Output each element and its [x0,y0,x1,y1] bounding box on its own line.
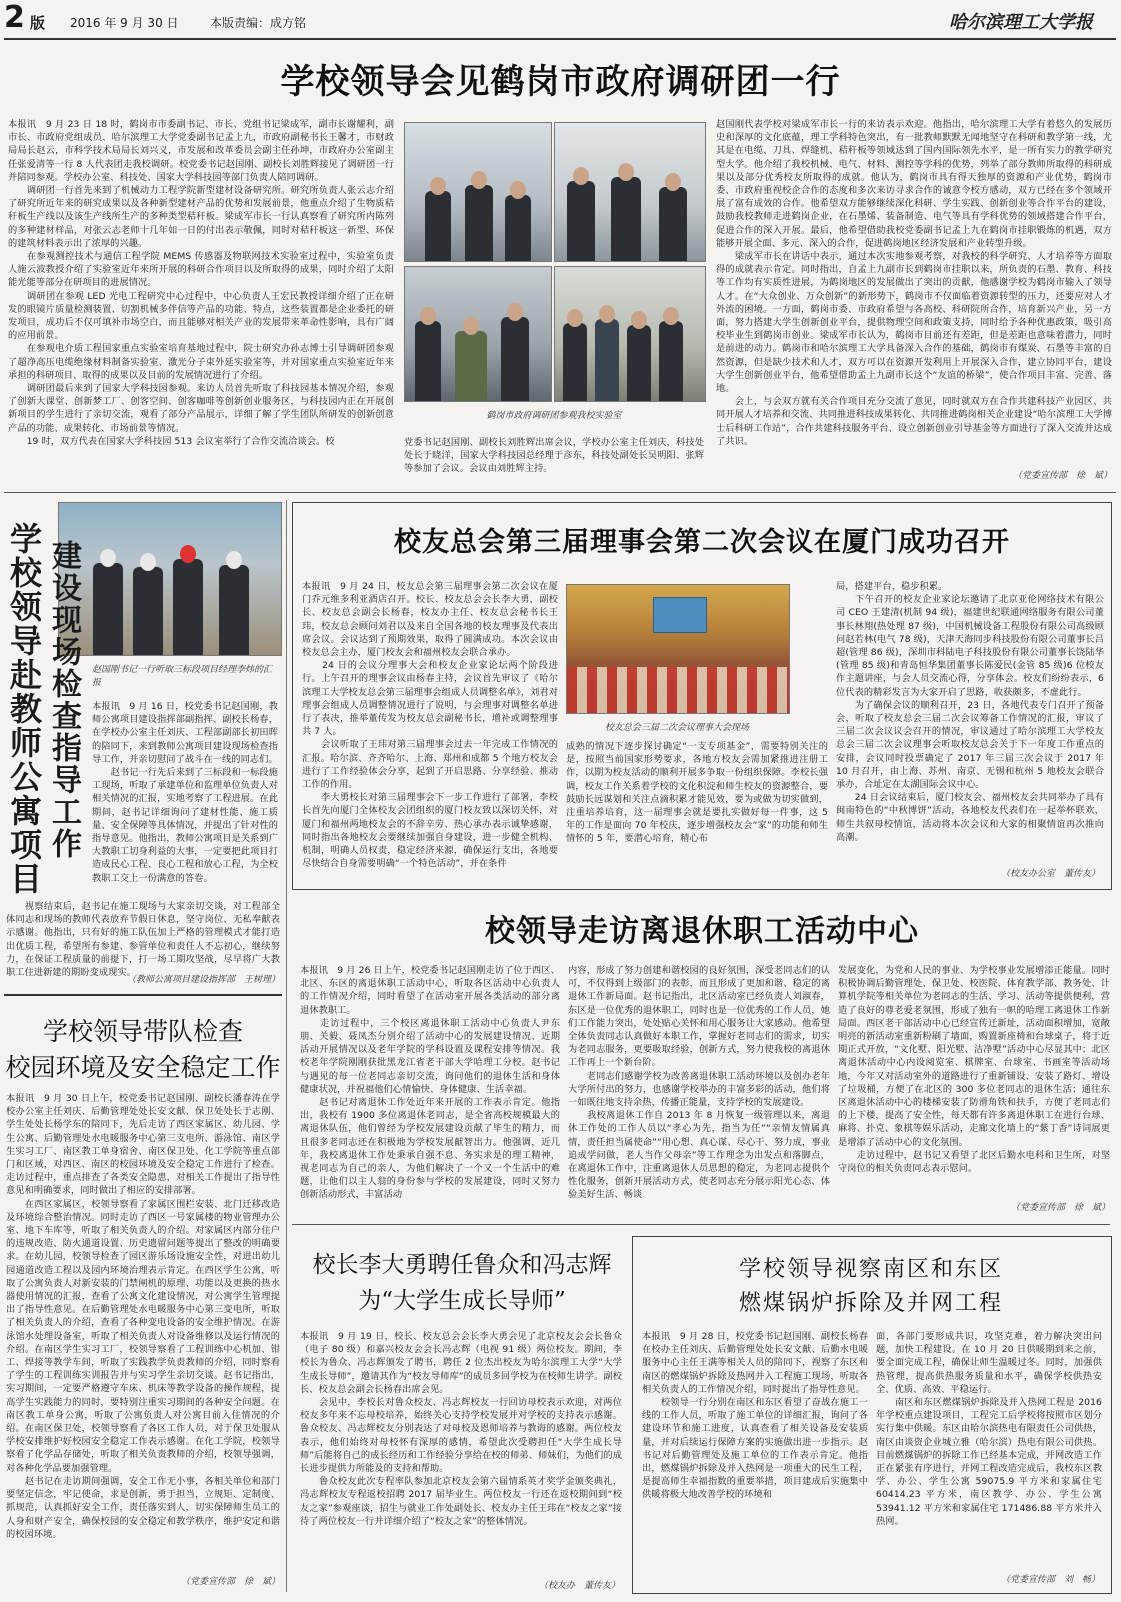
article-title-line1: 校长李大勇聘任鲁众和冯志辉 [312,1252,612,1278]
article-body-bottom: 视察结束后，赵书记在施工现场与大家亲切交谈，对工程部全体同志和现场的教师代表放弃节假日休息，坚守岗位、无私奉献表示感谢。他指出，只有好的施工队伍加上严格的管理模式才能打造出优质工程，希望所有参建、参管单位和责任人不忘初心，继续努力，在保证工程质量的前提下，打一场工期攻坚战，尽早将广大教职工住进新建的期盼变成现实。 [6,901,280,979]
vertical-title-left: 学校领导赴教师公寓项目 [5,522,43,896]
article-body-col1: 本报讯 9 月 24 日，校友总会第三届理事会第二次会议在厦门乔元维多利亚酒店召开。校长、校友总会会长李大勇，副校长、校友总会副会长杨春，校友办主任、校友总会秘书长王玮，校友总会顾问刘君以及来自全国各地的校友理事及代表出席会议。会议达到了预期效果，取得了圆满成功。本次会议由校友总会主办，厦门校友会和福州校友会联合承办。 24 日的会议分理事大会和校友企业家论坛两个阶段进行。上午召开的理事会议由杨春主持，会议首先审议了《哈尔滨理工大学校友总会第三届理事会组成人员调整名单》，刘君对理事会组成人员调整情况进行了说明，与会理事对调整名单进行了表决，推举董传发为校友总会副秘书长，增补或调整理事共 7 人。 会议听取了王玮对第三届理事会过去一年完成工作情况的汇报。哈尔滨、齐齐哈尔、上海、郑州和成都 5 个地方校友会进行了工作经验体会分享，起到了开启思路、分享经验、推动工作的作用。 李大勇校长对第三届理事会下一步工作进行了部署，李校长首先向厦门全体校友会团组织的厦门校友致以深切关怀，对厦门和福州两地校友会的不辞辛劳、热心承办表示诚挚感谢，同时指出各地校友会要继续加强自身建设，进一步健全机构、机制，明确人员权责，稳定经济来源，确保运行支出，各地要尽快结合自身需要明确“一个特色活动”，并在条件 [302,581,558,870]
page-editor: 本版责编：成方铭 [210,16,307,30]
article-body-col1: 本报讯 9 月 23 日 18 时，鹤岗市市委副书记、市长、党组书记梁成军，副市长谢耀利，副市长、市政府党组成员、哈尔滨理工大学党委副书记孟上九，市政府副秘书长王馨才，市财政局局长赵云，市科学技术局局长刘兴义，市发展和改革委员会副主任孙坤，市政府办公室副主任张爱清等一行 8 人代表团走我校调研。校党委书记赵国刚、副校长刘胜辉接见了调研团一行并陪同参观。学校办公室、科技处、国家大学科技园等部门负责人陪同调研。 调研团一行首先来到了机械动力工程学院新型建材设备研究所。研究所负责人张云志介绍了研究所近年来的研究成果以及各种新型建材产品的优势和发展前景，他重点介绍了生物质秸秆板生产线以及该生产线所生产的多种类型秸秆板。梁成军市长一行认真察看了研究所内陈列的多种建材样品，对张云志老师十几年如一日的付出表示敬佩，同时对秸秆板这一新型、环保的建筑材料表示出了浓厚的兴趣。 在参观测控技术与通信工程学院 MEMS 传感器及物联网技术实验室过程中，实验室负责人施云波教授介绍了实验室近年来所开展的科研合作项目以及所取得的成果，同时介绍了太阳能光能等部分在研项目的进展情况。 调研团在参观 LED 光电工程研究中心过程中，中心负责人王宏民教授详细介绍了正在研发的眼镜片质量检测装置、切割机械多伴信等产品的功能、特点，这些装置都是企业委托的研发项目，成功后不仅可填补市场空白，而且能够对相关产业的发展带来革命性影响，具有广阔的应用前景。 在参观电介质工程国家重点实验室培育基地过程中，院士研究办孙志博士引导调研团参观了超净高压电缆绝缘材料制备实验室、激光分子束外延实验室等，并对国家重点实验室近年来承担的科研项目、取得的成果以及目前的发展情况进行了介绍。 调研团最后来到了国家大学科技园参观。来访人员首先听取了科技园基本情况介绍，参观了创新大课堂、创新梦工厂、创客空间、创客咖啡等创新创业服务区，与科技园内正在开展创新项目的学生进行了亲切交流，观看了部分产品展示，详细了解了学生团队所研发的创新创意产品的功能、成果转化、市场前景等情况。 19 时，双方代表在国家大学科技园 513 会议室举行了合作交流洽谈会。校 [8,119,394,447]
column-divider [286,500,287,1592]
masthead-rule [4,38,1116,40]
photo-lab-visit-1 [404,122,552,262]
article-title-line2: 校园环境及安全稳定工作 [5,1053,281,1082]
photo-caption: 校友总会三届二次会议理事大会现场 [604,723,749,733]
article-signoff: （党委宣传部 徐 斌） [180,1577,280,1587]
article-signoff: （党委宣传部 刘 畅） [1000,1575,1100,1585]
issue-date: 2016 年 9 月 30 日 [70,16,179,30]
photo-caption: 鹤岗市政府调研团参观我校实验室 [486,411,622,421]
article-title-line1: 学校领导带队检查 [42,1017,243,1046]
article-body-col3: 发展变化，为党和人民的事业、为学校事业发展增添正能量。同时积极协调后勤管理处、保卫处、校医院、体育教学部、教务处、计算机学院等相关单位为老同志的生活、学习、活动等提供便利，营造了良好的尊老爱老氛围，形成了独有一帜的哈理工离退休工作新局面。西区老干部活动中心已经宣传迁新址，活动面积增加，宽敞明亮的新活动室重新粉刷了墙面，购置新座椅和台球桌子，将于近期正式开放，“文化墅、阳光墅、洁净墅”活动中心尽显其中；北区离退休活动中心内设阅览室、棋牌室、台球室、书画室等活动场地，今年又对活动室外的道路进行了重新铺设、安装了路灯、增设了垃圾桶，方便了在北区的 300 多位老同志的退休生活；通往东区离退休活动中心的楼梯安装了防滑角铁和扶手，方便了老同志们的上下楼，提高了安全性，每天都有许多离退休职工在进行台球、麻将、扑克、象棋等娱乐活动，走廊文化墙上的“紫丁香”诗词展更是增添了活动中心的文化氛围。 走访过程中，赵书记又看望了北区后勤水电科和卫生所，对坚守岗位的相关负责同志表示慰问。 [838,965,1110,1175]
photo-alumni-meeting [566,584,790,714]
page-unit: 版 [30,14,46,32]
photo-lab-visit-2 [554,122,706,262]
article-title: 学校领导会见鹤岗市政府调研团一行 [280,62,841,102]
article-title-line2: 燃煤锅炉拆除及并网工程 [738,1291,1003,1316]
article-body: 本报讯 9 月 19 日，校长、校友总会会长李大勇会见了北京校友会会长鲁众（电子 80 级）和嘉兴校友会会长冯志辉（电视 91 级）两位校友。期间，李校长为鲁众、冯志辉颁发了聘书，聘任 2 位杰出校友为哈尔滨理工大学“大学生成长导师”，邀请其作为“校友导师库”的成员多回学校为在校师生讲学。副校长、校友总会副会长杨春出席会见。 会见中，李校长对鲁众校友、冯志辉校友一行回访母校表示欢迎，对两位校友多年来不忘母校培养，始终关心支持学校发展并对学校的支持表示感谢。鲁众校友、冯志辉校友分别表达了对母校及恩师培养与教诲的感谢。两位校友表示，他们始终对母校怀有深厚的感情，希望此次受聘担任“大学生成长导师”后能将自己的成长经历和工作经验分享给在校的师弟、师妹们，为他们的成长进步提供力所能及的支持和帮助。 鲁众校友此次专程率队参加北京校友会第六届情系英才奖学金颁奖典礼，冯志辉校友专程返校招聘 2017 届毕业生。两位校友一行还在返校期间到“校友之家”参观座谈，招生与就业工作处副处长、校友办主任王玮在“校友之家”接待了两位校友一行并详细介绍了“校友之家”的整体情况。 [300,1331,622,1527]
article-body-col2: 面，各部门要形成共识，攻坚克难，着力解决突出问题，加快工程建设。在 10 月 20 日供暖期到来之前，要全面完成工程，确保让师生温暖过冬。同时，加强供热管理，提高供热服务质量和水平，确保学校供热安全、优质、高效、平稳运行。 南区和东区燃煤锅炉拆除及并入热网工程是 2016 年学校重点建设项目，工程完工后学校将按照市区划分实行集中供暖。东区由哈尔滨热电有限责任公司供热，南区由谈资企业城立雅（哈尔滨）热电有限公司供热。目前燃煤锅炉的拆除工作已经基本完成，并网改造工作正在紧张有序进行，并网工程改造完成后，我校东区教学、办公、学生公寓 59075.9 平方米和家属住宅 60414.23 平方米，南区教学、办公、学生公寓 53941.12 平方米和家属住宅 171486.88 平方米并入热网。 [876,1331,1102,1527]
article-signoff: （校友办 董传友） [538,1581,620,1591]
article-signoff: （校友办公室 董传友） [1000,869,1100,879]
article-body-col2: 成熟的情况下逐步探讨确定“一支专项基金”，需要特别关注的是，按照当前国家形势要求，各地方校友会需加紧推进注册工作，以期为校友活动的顺利开展多争取一份组织保障。李校长强调，校友工作关系着学校的文化积淀和师生校友的资源整合，要鼓励长远谋划和关注点滴积累才能见效，要为或做为切实做到，注重培养培育，这一届理事会就是要扎实做好每一件事，这 5 年的工作是面向 70 年校庆，逐步增强校友会“家”的功能和师生情怀的 5 年，要潜心培育，精心布 [566,741,832,845]
photo-lab-visit-4 [554,266,706,402]
article-body-col2: 党委书记赵国刚、副校长刘胜辉出席会议，学校办公室主任刘庆，科技处处长于晓洋，国家大学科技园总经理于彦东，科技处副处长吴明阳、张辉等参加了会议。会议由刘胜辉主持。 [404,437,704,475]
article-body-col1: 本报讯 9 月 28 日，校党委书记赵国刚、副校长杨春在校办主任刘庆、后勤管理处处长安文献、后勤水电暖服务中心主任王满等相关人员的陪同下，视察了东区和南区的燃煤锅炉拆除及热网并入工程施工现场，听取各相关负责人的工作情况介绍，同时提出了指导性意见。 校领导一行分别在南区和东区看望了奋战在施工一线的工作人员，听取了施工单位的详细汇报，询问了各建设环节和施工进度，认真查看了相关设备及安装质量，并对后续运行保障方案的实施做出进一步指示。赵书记对后勤管理处及施工单位的工作表示肯定。他指出，燃煤锅炉拆除及并入热网是一项重大的民生工程，是提高师生幸福指数的重要举措，项目建成后实施集中供暖将极大地改善学校的环境和 [642,1331,868,1501]
article-signoff: （党委宣传部 徐 斌） [1010,1203,1110,1213]
photo-caption: 赵国刚书记一行听取三标段项目经理李炜的汇报 [92,665,273,688]
article-title: 校领导走访离退休职工活动中心 [485,914,919,949]
article-body-col3: 赵国刚代表学校对梁成军市长一行的来访表示欢迎。他指出，哈尔滨理工大学有着悠久的发展历史和深厚的文化底蕴，理工学科特色突出，有一批教师默默无闻地坚守在科研和教学第一线，尤其是在电缆、刀具、焊缝机、秸秆板等领域达到了国内国际领先水平，是一所有实力的教学研究型大学。他介绍了我校机械、电气、材料、测控等学科的优势，列举了部分教师所取得的科研成果以及部分优秀校友所取得的成就。他认为，鹤岗市具有得天独厚的资源和产业优势，鹤岗市委、市政府重视校企合作的态度和多次来访寻求合作的诚意令校方感动，双方已经在多个领域开展了富有成效的合作。他希望双方能够继续深化科研、学生实践、创新创业等合作平台的建设，鼓励我校教师走进鹤岗企业，在石墨烯、装备制造、电气等具有学科优势的领域搭建合作平台，促进合作的深入开展。最后，他希望借助我校党委副书记孟上九在鹤岗市挂职锻炼的机遇，双方能够开展全面、多元、深入的合作，促进鹤岗地区经济发展和产业转型升级。 梁成军市长在讲话中表示，通过本次实地参观考察，对我校的科学研究、人才培养等方面取得的成就表示肯定。同时指出，自孟上九副市长到鹤岗市挂职以来，所负责的石墨、教育、科技等工作均有实质性进展，为鹤岗地区的发展做出了突出的贡献，他感谢学校为鹤岗市输入了领导人才。在“大众创业、万众创新”的新形势下，鹤岗市不仅面临着资源转型的压力，还要应对人才外流的困境。一方面，鹤岗市委、市政府希望与各高校、科研院所合作，培育新兴产业，另一方面，努力搭建大学生创新创业平台，提供物理空间和政策支持，同时给予各种优惠政策，吸引高校毕业生到鹤岗市创业。梁成军市长认为，鹤岗市目前还有差距，但是差距也意味着潜力，同时是前进的动力。鹤岗市和哈尔滨理工大学具备深入合作的基础，鹤岗市有煤炭、石墨等丰富的自然资源，但是缺少技术和人才，双方可以在资源开发利用上开展深入合作，建立协同平台，建设大学生创新创业平台，他希望借助孟上九副市长这个“友谊的桥梁”，使合作项目丰富、完善、落地。 会上，与会双方就有关合作项目充分交流了意见，同时就双方在合作共建科技产业园区、共同开展人才培养和交流、共同推进科技成果转化、共同推进鹤岗相关企业建设“哈尔滨理工大学博士后科研工作站”，合作共建科技服务平台、设立创新创业引导基金等方面进行了深入交流并达成了共识。 [716,119,1112,447]
page-number: 2 [4,0,25,35]
section-divider [292,1224,1110,1225]
photo-lab-visit-3 [404,266,552,402]
article-signoff: （教师公寓项目建设指挥部 王树理） [126,975,280,985]
article-body-col2: 内容，形成了努力创建和谐校园的良好氛围，深受老同志们的认可，不仅得到上级部门的表彰，而且形成了更加和谐、稳定的离退休工作新局面。赵书记指出，北区活动室已经负责人刘淑春，东区是一位优秀的退休职工，同时也是一位优秀的工作人员，她们工作能力突出，处处贴心关怀和用心服务让大家感动。他希望全体负责同志认真做好本职工作，掌握好老同志们的需求，切实为老同志服务，更要吸取经验，创新方式，努力使我校的离退休工作再上一个新台阶。 老同志们感谢学校为改善离退休职工活动环境以及创办老年大学所付出的努力，也感谢学校举办的丰富多彩的活动，他们将一如既往地支持余热，传播正能量，支持学校的发展建设。 我校离退休工作自 2013 年 8 月恢复一级管理以来，离退休工作处的工作人员以“孝心为先，指当为任”“亲情友情属真情，责任担当属使命”“用心想、真心谋、尽心干、努力成，事业追成学问做，老人当作父母亲”等工作理念为出发点和落脚点，在离退休工作中，注重离退休人员思想的稳定，为老同志提供个性化服务，创新开展活动方式，使老同志充分展示阳光心态、体验美好生活、畅谈 [568,965,830,1201]
article-signoff: （党委宣传部 徐 斌） [1012,471,1112,481]
article-title: 校友总会第三届理事会第二次会议在厦门成功召开 [394,527,1010,558]
article-body-col3: 局，搭建平台，稳步积累。 下午召开的校友企业家论坛邀请了北京亚伦网络技术有限公司 CEO 王建清(机制 94 级)，福建世纪联通网络服务有限公司董事长林翔(热处理 87 级)，中国机械设备工程股份有限公司高级顾问赵若林(电气 78 级)，天津天海同步科技股份有限公司董事长吕超(管理 86 级)，深圳市科陆电子科技股份有限公司董事长饶陆华(管理 85 级)和青岛恒华集团董事长陈爱民(金管 85 级)6 位校友作主题讲座，与会人员交流心得，分享体会。校友们纷纷表示，6 位代表的精彩发言为大家开启了思路，收获颇多，不虚此行。 为了确保会议的顺利召开，23 日，各地代表专门召开了预备会，听取了校友总会三届二次会议筹备工作情况的汇报，审议了三届二次会议议会召开的情况，审议通过了哈尔滨理工大学校友总会三届二次会议理事会听取校友总会关于下一年度工作重点的安排，会议同时投票确定了 2017 年三届三次会议于 2017 年 10 月召开，由上海、苏州、南京、无锡和杭州 5 地校友会联合承办，合址定在太湖国际会议中心。 24 日会议结束后，厦门校友会、福州校友会共同举办了具有闽南特色的“中秋博饼”活动，各地校友代表们在一起举杯联欢，师生共叙母校情谊，活动将本次会议和大家的相聚情谊再次推向高潮。 [836,581,1104,843]
vertical-title-right: 建设现场检查指导工作 [46,540,81,860]
article-body-col1: 本报讯 9 月 16 日，校党委书记赵国刚，教师公寓项目建设指挥部副指挥、副校长杨春，在学校办公室主任刘庆、工程部副部长初田晖的陪同下，来到教师公寓项目建设现场检查指导工作，并亲切慰问了战斗在一线的同志们。 赵书记一行先后来到了三标段和一标段施工现场，听取了承建单位和监理单位负责人对相关情况的汇报，实地考察了工程进展。在此期间，赵书记详细询问了建材性能、施工质量、安全保障等具体情况，并提出了针对性的指导意见。他指出，教师公寓项目是关系到广大教职工切身利益的大事，一定要把此项目打造成民心工程、良心工程和放心工程，为全校教职工交上一份满意的答卷。 [92,701,278,884]
article-title-line2: 为“大学生成长导师” [358,1288,566,1314]
section-divider [4,492,1116,493]
article-title-line1: 学校领导视察南区和东区 [738,1257,1003,1282]
article-body: 本报讯 9 月 30 日上午，校党委书记赵国刚、副校长潘春涛在学校办公室主任刘庆、后勤管理处处长安文献、保卫处处长于志刚、学生处处长杨学东的陪同下，先后走访了西区家属区、幼儿园、学生公寓、后勤管理处水电暖服务中心第三支电所、游泳馆、南区学生实习工厂、南区教工单身宿舍、南区保卫处、化工学院等重点部门和区域，对西区、南区的校园环境及安全稳定工作进行了检查。走访过程中，重点排查了各类安全隐患，对相关工作提出了指导性意见和明确要求，同时做出了相应的安排部署。 在西区家属区，校领导察看了家属区围栏安装、北门迁移改造及环境综合整治情况。同时走访了西区一号家属楼的物业管理办公室、地下车库等，听取了相关负责人的介绍。对家属区内部分住户的违规改造、防火通道设置、历史遗留问题等提出了整改的明确要求。在幼儿园，校领导检查了园区游乐场设施安全性，对进出幼儿园通道改造工程以及园内环境治理表示肯定。在西区学生公寓，听取了公寓负责人对新安装的门禁闸机的原理、功能以及更换的热水器使用情况的汇报，查看了公寓文化建设情况，对公寓学生管理提出了指导性意见。在后勤管理处水电暖服务中心第三变电所，听取了相关负责人的介绍，查看了各种变电设备的安全维护情况。在游泳馆水处理设备室，听取了相关负责人对设备维修以及运行情况的介绍。在南区学生实习工厂，校领导察看了工程训练中心机加、钳工、焊接等教学车间，听取了实践教学负责教师的介绍，同时察看了学生的工程训练实训报告并与实习学生亲切交谈。赵书记指出，实习期间，一定要严格遵守车床、机床等教学设备的操作规程，提高学生实践能力的同时，要特别注重实习期间的各种安全问题。在南区教工单身公寓，听取了公寓负责人对公寓目前入住情况的介绍。在南区保卫处，校领导察看了各区工作人员，对于保卫处服从学校安排维护好校园安全稳定工作表示感谢。在化工学院，校领导察看了化学品存储处，听取了相关负责教师的介绍，校领导强调，对各种化学品要加强管理。 赵书记在走访期间强调，安全工作无小事，各相关单位和部门要坚定信念，牢记使命，求是创新，勇于担当，立规矩、定制度、抓规范，认真抓好安全工作，责任落实到人，切实保障师生员工的人身和财产安全，确保校园的安全稳定和教学秩序，维护安定和谐的校园环境。 [6,1093,280,1540]
paper-name: 哈尔滨理工大学报 [949,12,1093,33]
article-body-col1: 本报讯 9 月 26 日上午，校党委书记赵国刚走访了位于西区、北区、东区的离退休职工活动中心，听取各区活动中心负责人的工作情况介绍，同时看望了在活动室开展各类活动的部分离退休教职工。 走访过程中，三个校区离退休职工活动中心负责人尹东朋、关毅、聂凤杰分别介绍了活动中心的发展建设情况、近期活动开展情况以及老年学院的学科设置及课程安排等情况。我校老年学院刚刚获批黑龙江省老干部大学哈理工分校。赵书记与遇见的每一位老同志亲切交流，询问他们的退休生活和身体健康状况，并祝福他们心情愉快、身体健康、生活幸福。 赵书记对离退休工作处近年来开展的工作表示肯定。他指出，我校有 1900 多位离退休老同志，是全省高校规模最大的离退休队伍，他们曾经为学校发展建设贡献了毕生的精力，而且很多老同志还在积极地为学校发展献智出力。他强调，近几年，我校离退休工作处秉承自强不息、务实求是的理工精神，视老同志为自己的亲人，为他们解决了一个又一个生活中的难题，让他们以主人翁的身份参与学校的发展建设，同时又努力创新活动形式，丰富活动 [300,965,560,1201]
section-divider [4,994,282,996]
photo-construction-site [58,502,282,656]
